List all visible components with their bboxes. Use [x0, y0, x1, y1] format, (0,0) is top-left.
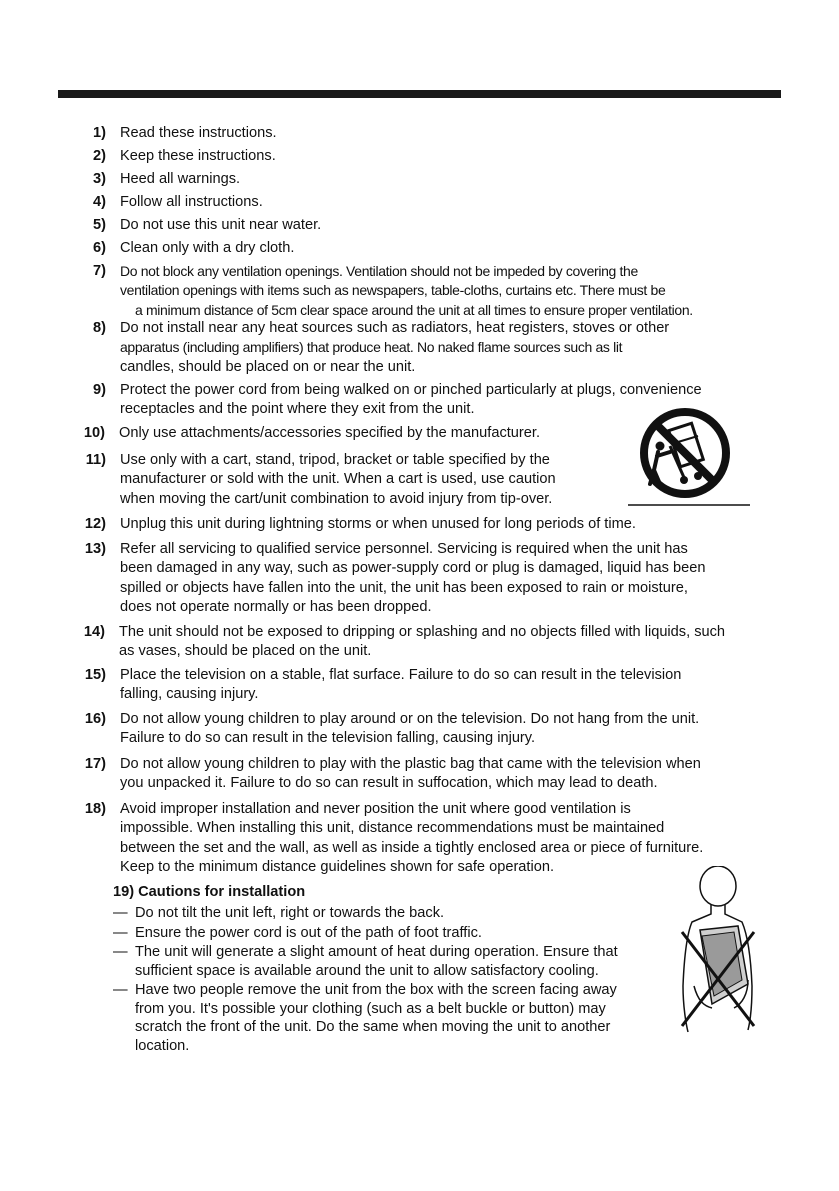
item-number: 17)	[84, 756, 106, 772]
caution-text-line: sufficient space is available around the unit to allow satisfactory cooling.	[135, 962, 599, 979]
item-text-line: Do not use this unit near water.	[120, 217, 322, 233]
dash-marker: —	[113, 944, 128, 960]
item-number: 1)	[93, 125, 106, 141]
item-text-line: a minimum distance of 5cm clear space around the unit at all times to ensure proper ventilation.	[135, 301, 693, 318]
item-text-line: spilled or objects have fallen into the unit, the unit has been exposed to rain or moisture,	[120, 579, 688, 596]
item-number: 8)	[93, 320, 106, 336]
item-text-line: Refer all servicing to qualified service personnel. Servicing is required when the unit has	[120, 541, 688, 557]
item-text-line: Do not install near any heat sources such as radiators, heat registers, stoves or other	[120, 320, 670, 336]
item-number: 13)	[84, 541, 106, 557]
item-text-line: Use only with a cart, stand, tripod, bracket or table specified by the	[120, 452, 550, 468]
dash-marker: —	[113, 905, 128, 921]
item-text-line: Failure to do so can result in the television falling, causing injury.	[120, 730, 536, 747]
item-text-line: Only use attachments/accessories specified by the manufacturer.	[119, 425, 540, 441]
cautions-title: 19) Cautions for installation	[113, 884, 306, 900]
header-rule	[58, 90, 781, 98]
caution-text-line: Ensure the power cord is out of the path of foot traffic.	[135, 925, 482, 941]
caution-text-line: scratch the front of the unit. Do the same when moving the unit to another	[135, 1019, 611, 1036]
caution-text-line: The unit will generate a slight amount of heat during operation. Ensure that	[135, 944, 618, 960]
item-number: 5)	[93, 217, 106, 233]
item-text-line: Follow all instructions.	[120, 194, 263, 210]
item-text-line: Do not block any ventilation openings. Ventilation should not be impeded by covering the	[120, 263, 638, 279]
item-number: 6)	[93, 240, 106, 256]
dash-marker: —	[113, 982, 128, 998]
item-number: 3)	[93, 171, 106, 187]
item-text-line: apparatus (including amplifiers) that produce heat. No naked flame sources such as lit	[120, 339, 623, 356]
item-number: 4)	[93, 194, 106, 210]
caution-text-line: Do not tilt the unit left, right or towards the back.	[135, 905, 445, 921]
item-text-line: manufacturer or sold with the unit. When a cart is used, use caution	[120, 471, 556, 488]
item-text-line: as vases, should be placed on the unit.	[119, 643, 372, 660]
item-text-line: candles, should be placed on or near the unit.	[120, 358, 416, 375]
item-text-line: Protect the power cord from being walked on or pinched particularly at plugs, convenience	[120, 382, 702, 398]
cart-tipover-warning-icon	[628, 408, 750, 508]
item-text-line: Do not allow young children to play around or on the television. Do not hang from the unit.	[120, 711, 700, 727]
item-text-line: between the set and the wall, as well as inside a tightly enclosed area or piece of furniture.	[120, 839, 704, 856]
item-text-line: Place the television on a stable, flat surface. Failure to do so can result in the television	[120, 667, 682, 683]
item-text-line: Read these instructions.	[120, 125, 277, 141]
item-text-line: receptacles and the point where they exit from the unit.	[120, 401, 475, 418]
item-number: 7)	[93, 263, 106, 279]
item-text-line: Do not allow young children to play with the plastic bag that came with the television when	[120, 756, 701, 772]
item-text-line: when moving the cart/unit combination to avoid injury from tip-over.	[120, 490, 553, 507]
item-number: 15)	[84, 667, 106, 683]
item-number: 2)	[93, 148, 106, 164]
item-text-line: does not operate normally or has been dropped.	[120, 598, 432, 615]
item-text-line: ventilation openings with items such as newspapers, table-cloths, curtains etc. There must be	[120, 282, 666, 299]
item-text-line: impossible. When installing this unit, distance recommendations must be maintained	[120, 820, 665, 837]
improper-carrying-illustration	[678, 866, 758, 1038]
item-number: 16)	[84, 711, 106, 727]
item-number: 18)	[84, 801, 106, 817]
item-number: 12)	[84, 516, 106, 532]
item-text-line: Keep to the minimum distance guidelines shown for safe operation.	[120, 858, 555, 875]
item-text-line: falling, causing injury.	[120, 686, 259, 703]
item-number: 10)	[83, 425, 105, 441]
item-number: 14)	[83, 624, 105, 640]
item-text-line: been damaged in any way, such as power-supply cord or plug is damaged, liquid has been	[120, 560, 706, 577]
item-text-line: Unplug this unit during lightning storms or when unused for long periods of time.	[120, 516, 636, 532]
item-number: 9)	[93, 382, 106, 398]
item-text-line: The unit should not be exposed to dripping or splashing and no objects filled with liquids, such	[119, 624, 726, 640]
item-text-line: Clean only with a dry cloth.	[120, 240, 295, 256]
caution-text-line: Have two people remove the unit from the box with the screen facing away	[135, 982, 617, 998]
item-text-line: Heed all warnings.	[120, 171, 241, 187]
item-text-line: Avoid improper installation and never position the unit where good ventilation is	[120, 801, 631, 817]
caution-text-line: from you. It's possible your clothing (such as a belt buckle or button) may	[135, 1000, 606, 1017]
item-number: 11)	[85, 452, 106, 468]
dash-marker: —	[113, 925, 128, 941]
item-text-line: you unpacked it. Failure to do so can result in suffocation, which may lead to death.	[120, 775, 658, 792]
item-text-line: Keep these instructions.	[120, 148, 276, 164]
caution-text-line: location.	[135, 1037, 190, 1054]
